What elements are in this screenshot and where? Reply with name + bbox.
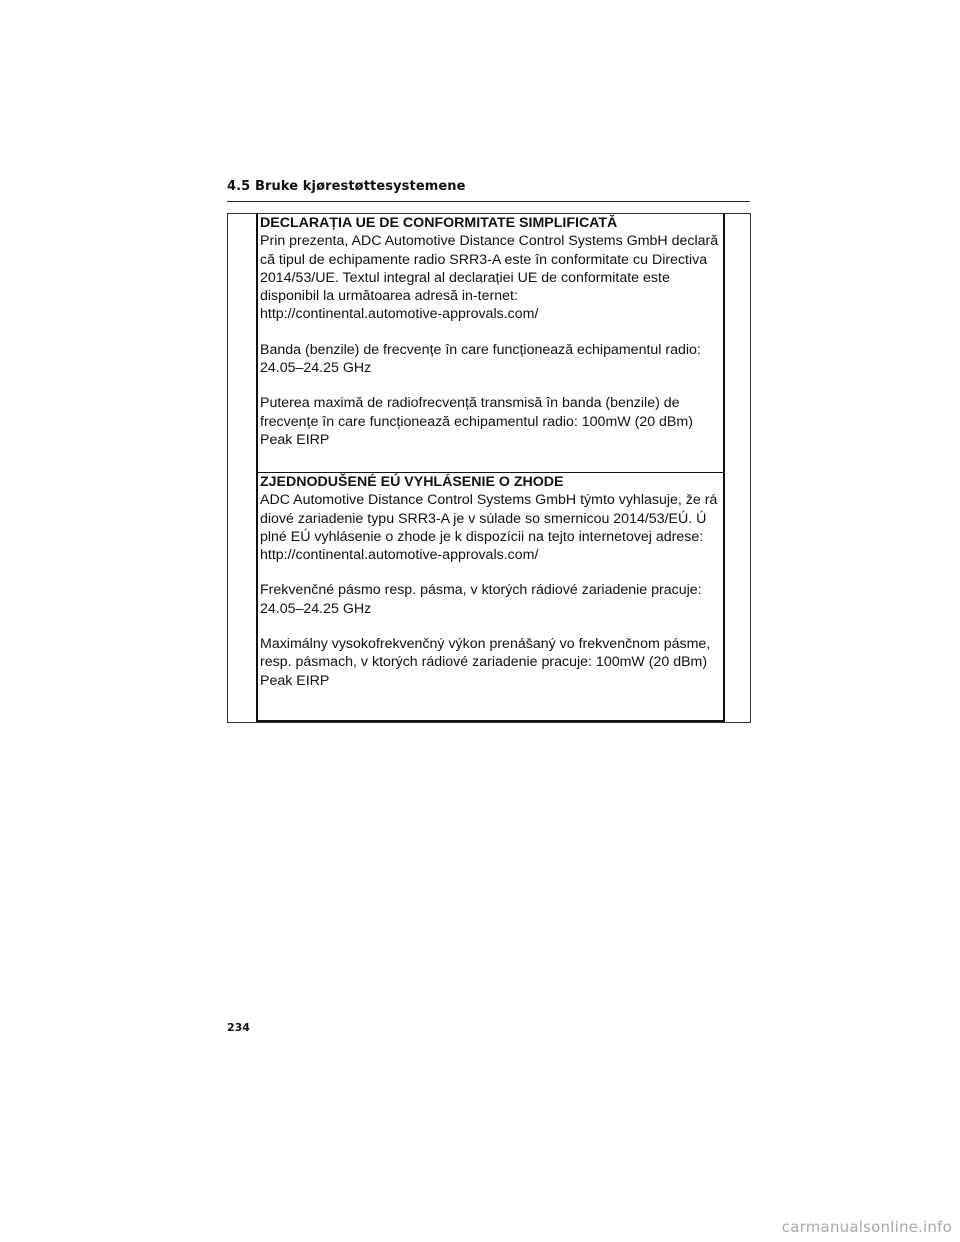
- slovak-para-2: [260, 581, 723, 618]
- text-line: că tipul de echipamente radio SRR3-A este în conformitate cu Directiva: [260, 251, 708, 268]
- romanian-title: DECLARAȚIA UE DE CONFORMITATE SIMPLIFICATĂ: [260, 215, 618, 231]
- slovak-para-1: [260, 491, 723, 564]
- declaration-box: [256, 213, 725, 722]
- text-line: 24.05–24.25 GHz: [260, 360, 372, 377]
- watermark: carmanualsonline.info: [781, 1218, 952, 1236]
- text-line: ADC Automotive Distance Control Systems GmbH týmto vyhlasuje, že rá: [260, 492, 718, 509]
- text-line: Peak EIRP: [260, 431, 330, 448]
- romanian-para-1: [260, 232, 723, 323]
- text-line: http://continental.automotive-approvals.com/: [260, 306, 539, 323]
- text-line: Peak EIRP: [260, 672, 330, 689]
- text-line: frecvențe în care funcționează echipamentul radio: 100mW (20 dBm): [260, 413, 693, 430]
- text-line: 2014/53/UE. Textul integral al declarației UE de conformitate este: [260, 269, 670, 286]
- romanian-declaration: [258, 214, 723, 472]
- text-line: plné EÚ vyhlásenie o zhode je k dispozícii na tejto internetovej adrese:: [260, 528, 704, 545]
- text-line: disponibil la următoarea adresă in-ternet:: [260, 288, 518, 305]
- slovak-title: ZJEDNODUŠENÉ EÚ VYHLÁSENIE O ZHODE: [260, 474, 564, 490]
- romanian-para-3: [260, 394, 723, 449]
- text-line: diové zariadenie typu SRR3-A je v súlade so smernicou 2014/53/EÚ. Ú: [260, 510, 707, 527]
- text-line: Puterea maximă de radiofrecvență transmisă în banda (benzile) de: [260, 395, 680, 412]
- text-line: Banda (benzile) de frecvențe în care funcționează echipamentul radio:: [260, 341, 701, 358]
- text-line: Maximálny vysokofrekvenčný výkon prenášaný vo frekvenčnom pásme,: [260, 636, 711, 653]
- page-header: [227, 179, 750, 202]
- text-line: Frekvenčné pásmo resp. pásma, v ktorých rádiové zariadenie pracuje:: [260, 582, 702, 599]
- romanian-para-2: [260, 341, 723, 378]
- section-title: 4.5 Bruke kjørestøttesystemene: [227, 179, 466, 194]
- slovak-declaration: [258, 472, 723, 690]
- text-line: resp. pásmach, v ktorých rádiové zariadenie pracuje: 100mW (20 dBm): [260, 654, 708, 671]
- slovak-para-3: [260, 635, 723, 690]
- text-line: Prin prezenta, ADC Automotive Distance Control Systems GmbH declară: [260, 233, 719, 250]
- text-line: 24.05–24.25 GHz: [260, 600, 372, 617]
- text-line: http://continental.automotive-approvals.com/: [260, 547, 539, 564]
- page-number: 234: [227, 1021, 250, 1034]
